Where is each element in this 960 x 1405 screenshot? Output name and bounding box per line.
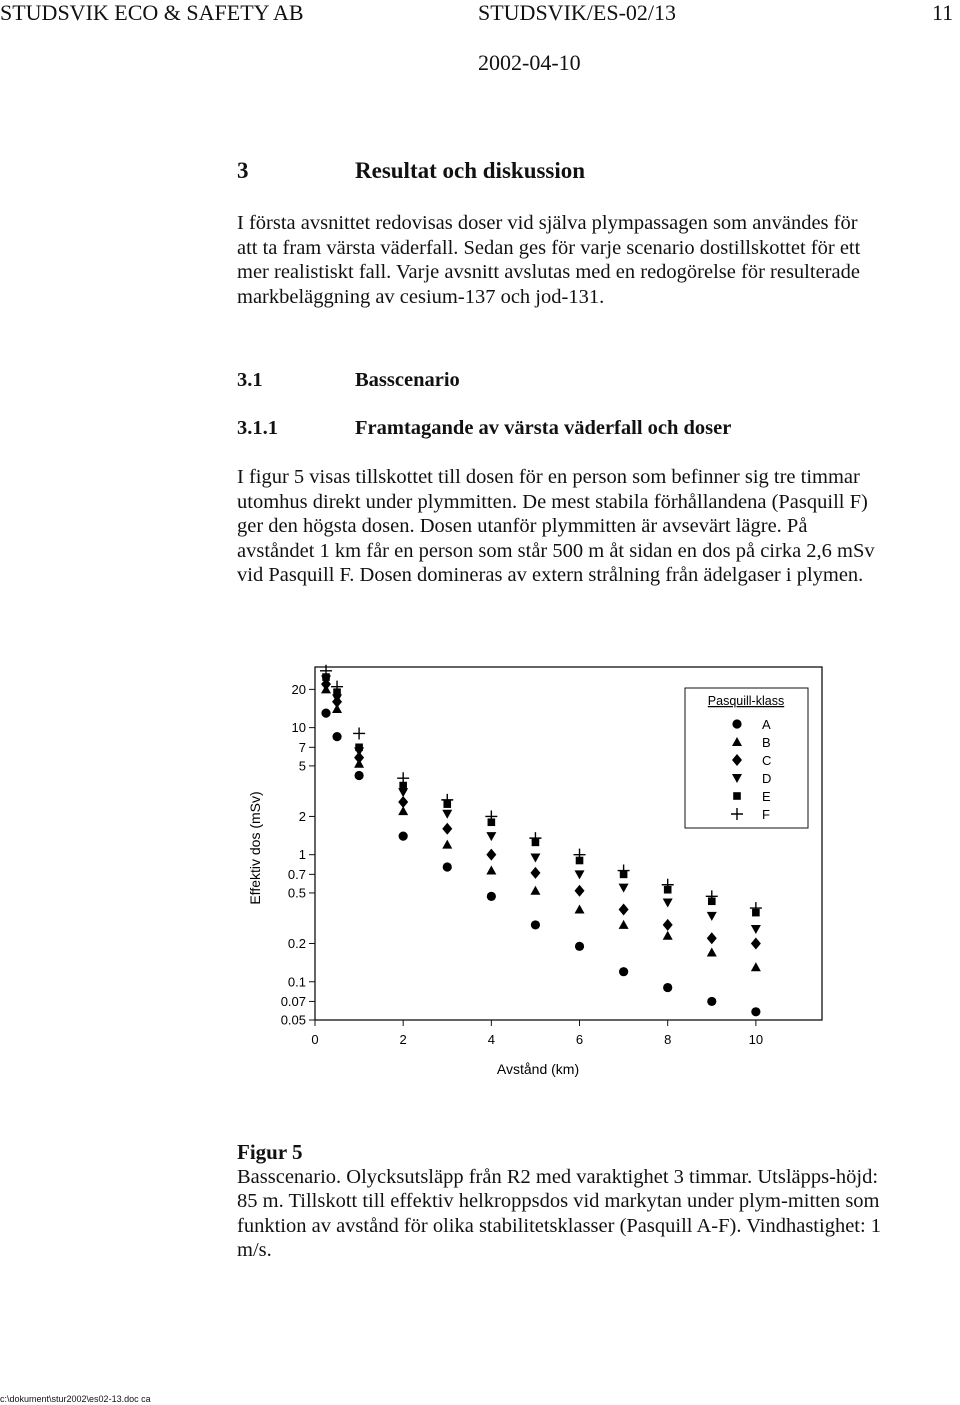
point-C <box>398 796 408 808</box>
point-B <box>530 886 540 895</box>
point-D <box>530 854 540 863</box>
y-tick-label: 0.05 <box>280 1012 306 1028</box>
subsection-title: Basscenario <box>355 369 460 391</box>
x-axis-ticks <box>311 1020 763 1047</box>
legend-title: Pasquill-klass <box>707 694 785 708</box>
point-A <box>531 920 540 929</box>
legend-label: C <box>762 753 772 768</box>
legend-box <box>685 688 808 828</box>
header-company: STUDSVIK ECO & SAFETY AB <box>0 0 304 25</box>
point-A <box>487 892 496 901</box>
caption-text: Basscenario. Olycksutsläpp från R2 med varaktighet 3 timmar. Utsläpps-höjd: 85 m. Tillskott till effektiv helkroppsdos vid markytan under plym-mitten som funktion av avstånd för olika stabilitetsklasser (Pasquill A-F). Vindhastighet: 1 m/s. <box>237 1165 882 1261</box>
point-A <box>332 732 341 741</box>
section-title: Resultat och diskussion <box>355 158 586 183</box>
point-F <box>397 772 409 784</box>
point-F <box>706 890 718 902</box>
point-A <box>399 832 408 841</box>
header-doc-id: STUDSVIK/ES-02/13 <box>478 0 677 25</box>
point-D <box>707 912 717 921</box>
point-E <box>355 744 363 752</box>
point-C <box>486 849 496 861</box>
y-tick-label: 5 <box>298 758 306 774</box>
legend <box>685 688 808 828</box>
point-A <box>707 997 716 1006</box>
point-F <box>529 832 541 844</box>
legend-marker-A <box>732 719 741 728</box>
dose-chart <box>230 660 850 1080</box>
point-B <box>707 947 717 956</box>
y-tick-label: 10 <box>291 720 306 736</box>
x-tick-label: 8 <box>664 1032 672 1047</box>
subsubsection-title: Framtagande av värsta väderfall och doser <box>355 417 732 439</box>
point-A <box>443 862 452 871</box>
point-B <box>663 931 673 940</box>
header-date: 2002-04-10 <box>478 50 581 75</box>
x-tick-label: 4 <box>487 1032 495 1047</box>
section-intro: I första avsnittet redovisas doser vid själva plympassagen som användes för att ta fram värsta väderfall. Sedan ges för varje scenario dostillskottet för ett mer realistiskt fall. Varje avsnitt avslutas med en redogörelse för resulterade markbeläggning av cesium-137 och jod-131. <box>237 212 861 308</box>
y-tick-label: 0.2 <box>287 936 306 952</box>
y-tick-label: 2 <box>298 808 306 824</box>
y-axis-ticks <box>281 682 315 1028</box>
legend-marker-E <box>733 792 741 800</box>
point-D <box>486 832 496 841</box>
y-tick-label: 0.7 <box>287 866 306 882</box>
point-F <box>662 879 674 891</box>
x-tick-label: 2 <box>399 1032 407 1047</box>
point-C <box>751 938 761 950</box>
footer-path: c:\dokument\stur2002\es02-13.doc ca <box>0 1394 151 1404</box>
legend-label: F <box>762 807 770 822</box>
header-page-number: 11 <box>932 0 954 25</box>
point-D <box>751 925 761 934</box>
point-B <box>486 866 496 875</box>
point-A <box>321 709 330 718</box>
subsubsection-number: 3.1.1 <box>237 417 278 439</box>
figure-caption <box>237 1140 897 1263</box>
y-tick-label: 0.07 <box>280 993 306 1009</box>
point-B <box>619 920 629 929</box>
subsection-number: 3.1 <box>237 369 263 391</box>
legend-label: B <box>762 735 771 750</box>
point-A <box>354 771 363 780</box>
point-B <box>575 905 585 914</box>
y-tick-label: 7 <box>298 739 306 755</box>
point-B <box>751 962 761 971</box>
point-F <box>441 794 453 806</box>
x-axis-label: Avstånd (km) <box>496 1061 580 1077</box>
legend-label: E <box>762 789 771 804</box>
y-tick-label: 0.1 <box>287 974 306 990</box>
point-C <box>619 904 629 916</box>
point-D <box>442 810 452 819</box>
legend-label: D <box>762 771 772 786</box>
point-A <box>751 1007 760 1016</box>
y-axis-label: Effektiv dos (mSv) <box>247 791 263 905</box>
caption-label: Figur 5 <box>237 1140 303 1164</box>
y-tick-label: 1 <box>298 847 306 863</box>
point-C <box>442 823 452 835</box>
point-D <box>398 788 408 797</box>
point-F <box>750 902 762 914</box>
point-D <box>663 899 673 908</box>
point-F <box>331 681 343 693</box>
subsubsection-body: I figur 5 visas tillskottet till dosen för en person som befinner sig tre timmar utomhus direkt under plymmitten. De mest stabila förhållandena (Pasquill F) ger den högsta dosen. Dosen utanför plymmitten är avsevärt lägre. På avståndet 1 km får en person som står 500 m åt sidan en dos på cirka 2,6 mSv vid Pasquill F. Dosen domineras av extern strålning från ädelgaser i plymen. <box>237 466 875 587</box>
legend-label: A <box>762 717 771 732</box>
point-D <box>575 870 585 879</box>
point-C <box>575 885 585 897</box>
point-A <box>575 942 584 951</box>
point-A <box>619 967 628 976</box>
point-F <box>618 865 630 877</box>
point-F <box>485 810 497 822</box>
x-tick-label: 10 <box>748 1032 764 1047</box>
point-C <box>663 919 673 931</box>
y-tick-label: 20 <box>291 681 306 697</box>
x-tick-label: 6 <box>575 1032 584 1047</box>
point-D <box>619 884 629 893</box>
point-C <box>530 867 540 879</box>
point-C <box>707 932 717 944</box>
point-F <box>574 849 586 861</box>
y-tick-label: 0.5 <box>287 885 306 901</box>
section-number: 3 <box>237 158 249 183</box>
x-tick-label: 0 <box>311 1032 319 1047</box>
point-A <box>663 983 672 992</box>
point-F <box>353 727 365 739</box>
point-B <box>442 840 452 849</box>
